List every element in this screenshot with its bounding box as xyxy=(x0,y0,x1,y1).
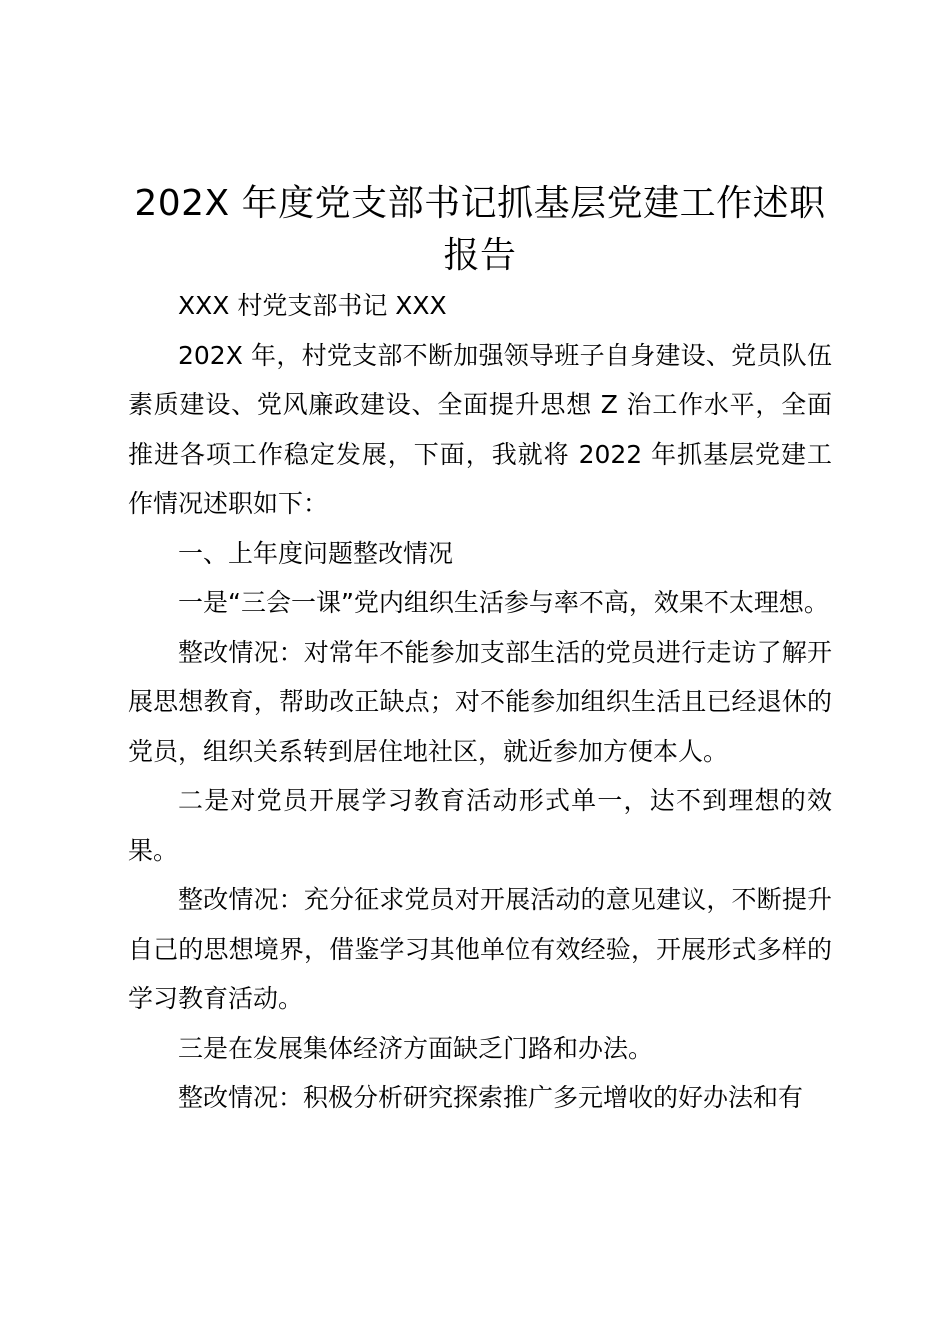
problem-item: 二是对党员开展学习教育活动形式单一，达不到理想的效果。 xyxy=(128,786,832,865)
body-paragraph: 202X 年，村党支部不断加强领导班子自身建设、党员队伍素质建设、党风廉政建设、全面提升思想 Z 治工作水平，全面推进各项工作稳定发展，下面，我就将 2022 年抓基层党建工作情况述职如下： xyxy=(128,340,832,518)
rectification-paragraph: 整改情况：充分征求党员对开展活动的意见建议，不断提升自己的思想境界，借鉴学习其他单位有效经验，开展形式多样的学习教育活动。 xyxy=(128,885,832,1013)
document-title: 202X 年度党支部书记抓基层党建工作述职报告 xyxy=(134,183,826,276)
problem-item: 三是在发展集体经济方面缺乏门路和办法。 xyxy=(178,1033,654,1063)
rectification-paragraph: 整改情况：对常年不能参加支部生活的党员进行走访了解开展思想教育，帮助改正缺点；对不能参加组织生活且已经退休的党员，组织关系转到居住地社区，就近参加方便本人。 xyxy=(128,637,832,766)
author-line: XXX 村党支部书记 XXX xyxy=(178,291,447,320)
rectification-paragraph: 整改情况：积极分析研究探索推广多元增收的好办法和有 xyxy=(178,1083,804,1112)
problem-item: 一是“三会一课”党内组织生活参与率不高，效果不太理想。 xyxy=(178,588,829,617)
document-body xyxy=(128,281,832,1123)
section-heading: 一、上年度问题整改情况 xyxy=(178,538,454,568)
